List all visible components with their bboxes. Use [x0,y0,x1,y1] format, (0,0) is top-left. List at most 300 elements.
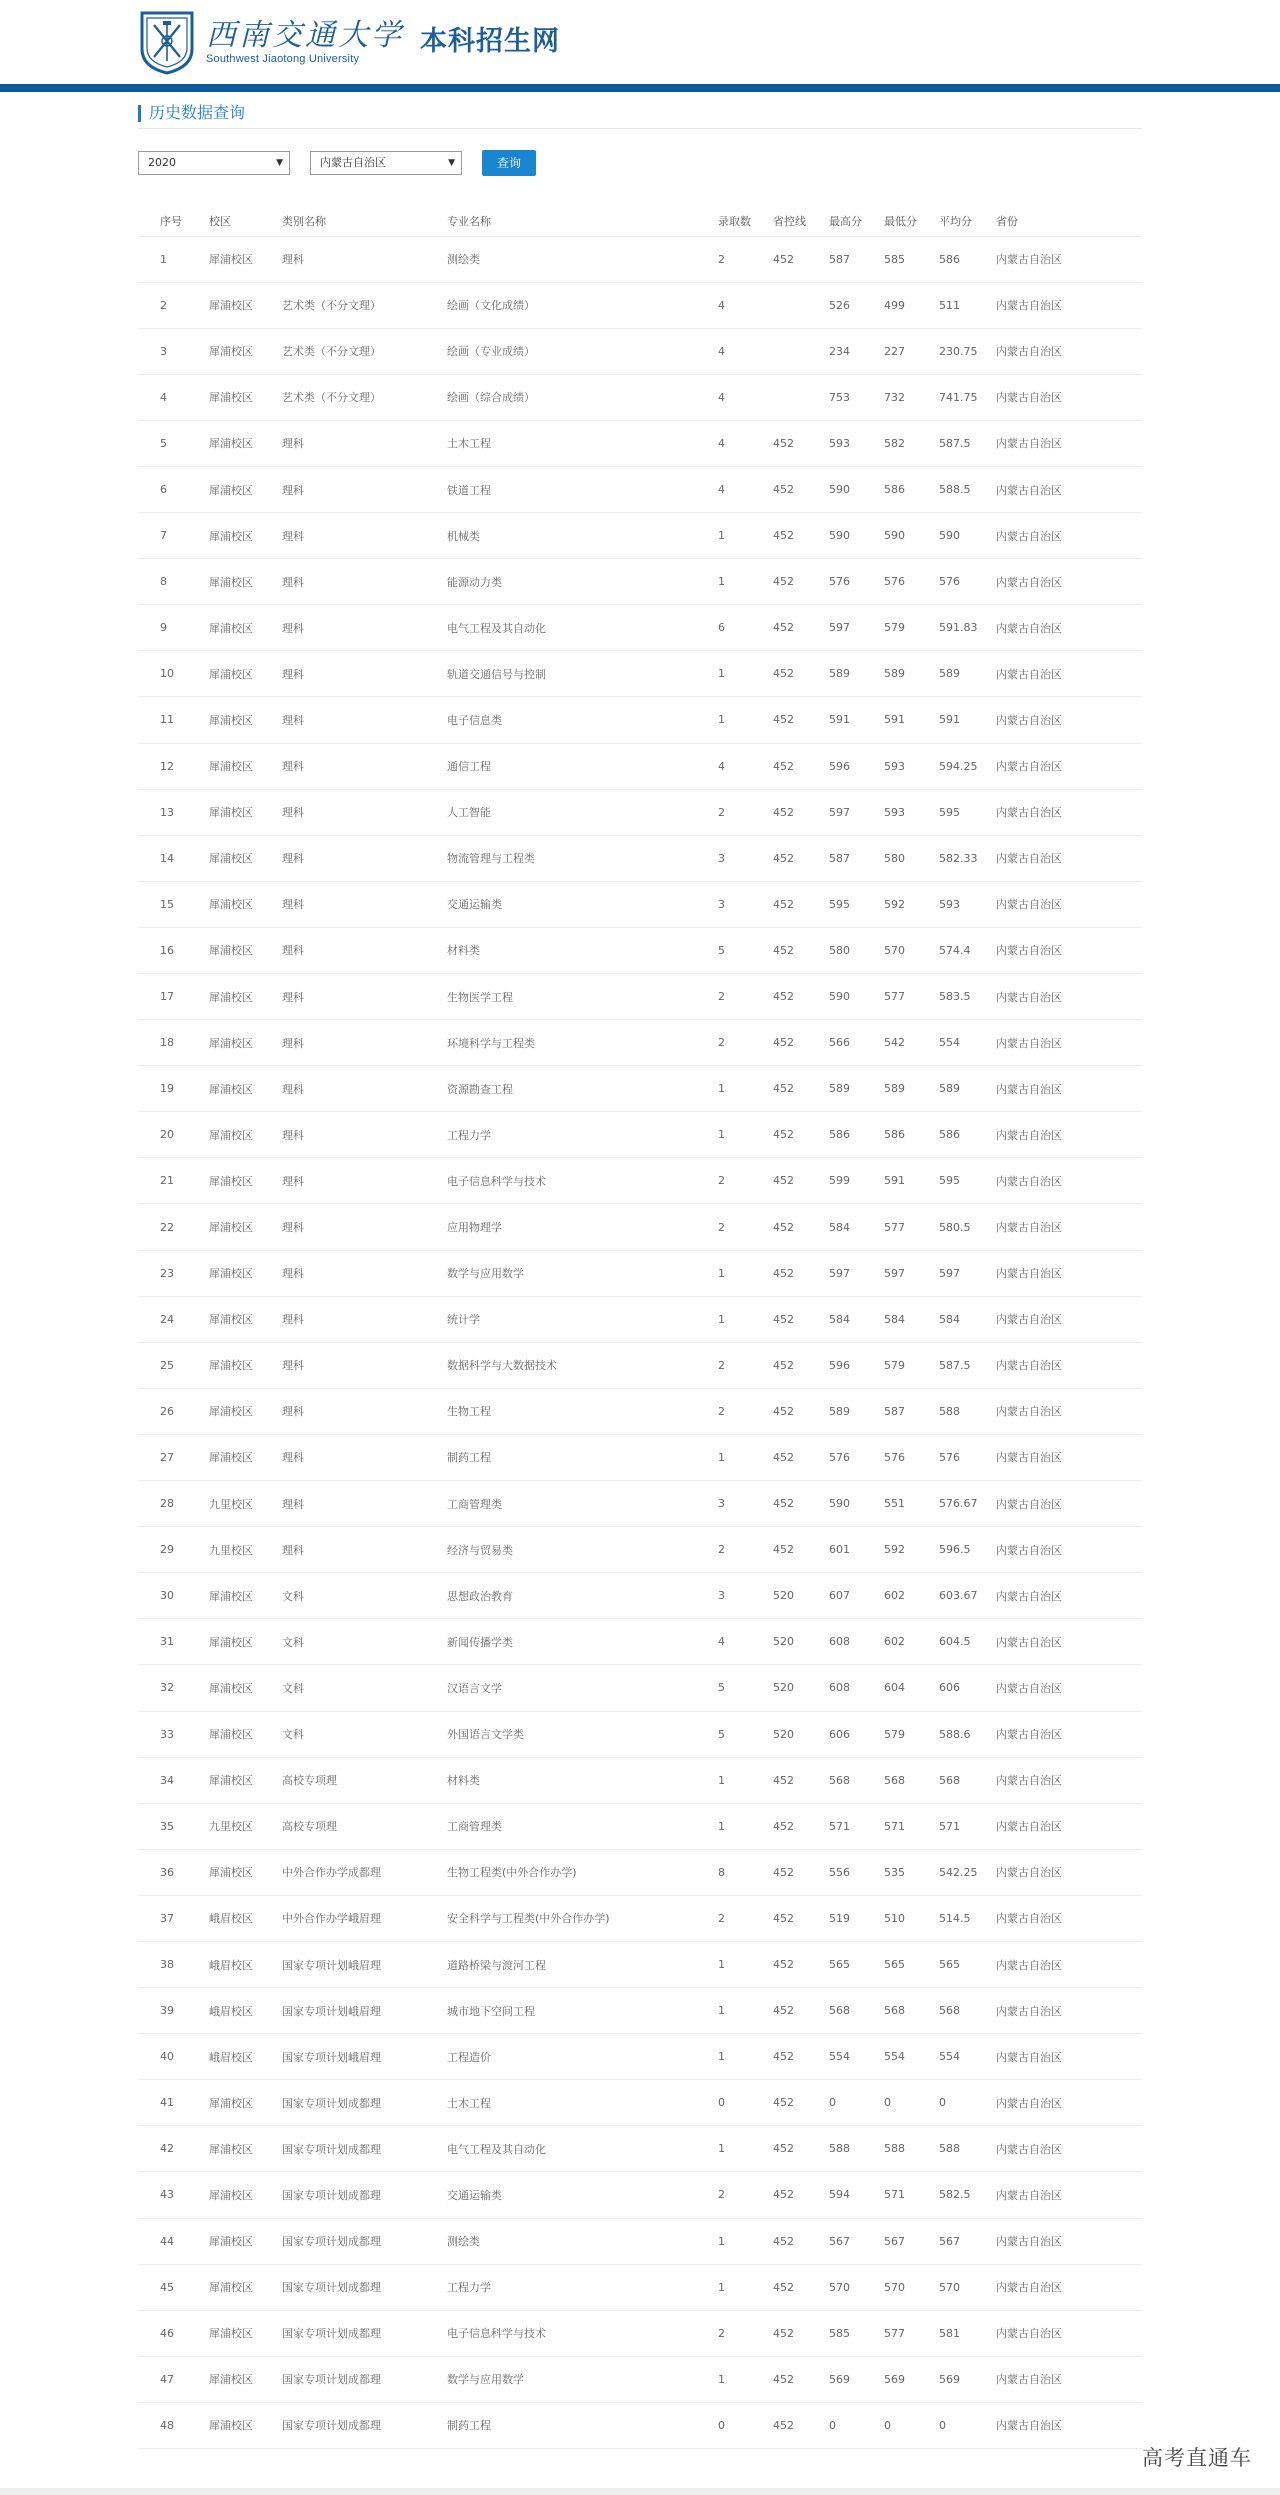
cell-admitted: 3 [718,881,773,927]
column-header-max-score: 最高分 [829,206,884,236]
cell-seq: 8 [138,559,209,605]
cell-major: 外国语言文学类 [447,1711,718,1757]
cell-avg-score: 567 [939,2218,996,2264]
cell-seq: 26 [138,1388,209,1434]
cell-seq: 5 [138,420,209,466]
column-header-major: 专业名称 [447,206,718,236]
cell-category: 文科 [282,1711,447,1757]
cell-seq: 13 [138,789,209,835]
cell-province: 内蒙古自治区 [996,1481,1142,1527]
cell-min-score: 579 [884,605,939,651]
cell-category: 国家专项计划峨眉理 [282,1941,447,1987]
cell-avg-score: 581 [939,2310,996,2356]
cell-max-score: 519 [829,1895,884,1941]
cell-category: 理科 [282,927,447,973]
cell-province: 内蒙古自治区 [996,466,1142,512]
cell-max-score: 597 [829,605,884,651]
cell-max-score: 589 [829,1388,884,1434]
table-row [138,282,1142,328]
cell-max-score: 568 [829,1988,884,2034]
cell-avg-score: 511 [939,282,996,328]
cell-category: 中外合作办学峨眉理 [282,1895,447,1941]
cell-province: 内蒙古自治区 [996,1711,1142,1757]
cell-province: 内蒙古自治区 [996,2264,1142,2310]
cell-max-score: 571 [829,1803,884,1849]
cell-min-score: 571 [884,2172,939,2218]
table-row [138,605,1142,651]
cell-min-score: 584 [884,1296,939,1342]
table-row [138,2402,1142,2448]
cell-max-score: 594 [829,2172,884,2218]
cell-major: 电气工程及其自动化 [447,605,718,651]
cell-avg-score: 0 [939,2080,996,2126]
cell-campus: 犀浦校区 [209,743,282,789]
cell-campus: 九里校区 [209,1481,282,1527]
cell-avg-score: 574.4 [939,927,996,973]
cell-admitted: 1 [718,1434,773,1480]
cell-major: 数学与应用数学 [447,2356,718,2402]
cell-admitted: 1 [718,2126,773,2172]
cell-province: 内蒙古自治区 [996,236,1142,282]
cell-control-line: 452 [773,835,829,881]
cell-seq: 20 [138,1112,209,1158]
cell-max-score: 554 [829,2034,884,2080]
cell-major: 数学与应用数学 [447,1250,718,1296]
cell-max-score: 567 [829,2218,884,2264]
table-row [138,1757,1142,1803]
table-body [138,236,1142,2449]
cell-max-score: 234 [829,328,884,374]
cell-min-score: 576 [884,1434,939,1480]
cell-category: 理科 [282,1158,447,1204]
cell-max-score: 0 [829,2402,884,2448]
cell-seq: 38 [138,1941,209,1987]
cell-major: 城市地下空间工程 [447,1988,718,2034]
page-footer-bar [0,2488,1280,2495]
cell-campus: 犀浦校区 [209,651,282,697]
cell-control-line: 452 [773,697,829,743]
cell-seq: 35 [138,1803,209,1849]
cell-seq: 32 [138,1665,209,1711]
cell-admitted: 3 [718,1573,773,1619]
cell-admitted: 1 [718,513,773,559]
cell-seq: 10 [138,651,209,697]
cell-control-line: 452 [773,420,829,466]
cell-category: 理科 [282,605,447,651]
cell-control-line: 520 [773,1711,829,1757]
table-row [138,1158,1142,1204]
cell-avg-score: 588 [939,2126,996,2172]
cell-campus: 犀浦校区 [209,835,282,881]
cell-admitted: 1 [718,2218,773,2264]
cell-max-score: 589 [829,651,884,697]
cell-avg-score: 591 [939,697,996,743]
cell-campus: 犀浦校区 [209,1619,282,1665]
cell-min-score: 586 [884,466,939,512]
table-row [138,1941,1142,1987]
cell-major: 工程造价 [447,2034,718,2080]
table-row [138,1665,1142,1711]
cell-min-score: 571 [884,1803,939,1849]
cell-min-score: 579 [884,1342,939,1388]
site-name: 本科招生网 [420,26,560,57]
cell-province: 内蒙古自治区 [996,2080,1142,2126]
cell-avg-score: 554 [939,2034,996,2080]
table-header-row [138,206,1142,236]
cell-min-score: 589 [884,1066,939,1112]
cell-seq: 42 [138,2126,209,2172]
cell-avg-score: 589 [939,651,996,697]
cell-category: 理科 [282,420,447,466]
cell-control-line: 452 [773,1204,829,1250]
column-header-admitted: 录取数 [718,206,773,236]
cell-control-line: 452 [773,1434,829,1480]
table-row [138,1988,1142,2034]
cell-major: 电子信息类 [447,697,718,743]
cell-control-line: 452 [773,1757,829,1803]
cell-campus: 犀浦校区 [209,282,282,328]
cell-major: 生物工程类(中外合作办学) [447,1849,718,1895]
cell-control-line: 520 [773,1619,829,1665]
cell-max-score: 587 [829,835,884,881]
cell-campus: 犀浦校区 [209,697,282,743]
cell-major: 物流管理与工程类 [447,835,718,881]
cell-category: 理科 [282,236,447,282]
cell-admitted: 4 [718,420,773,466]
cell-seq: 2 [138,282,209,328]
cell-max-score: 566 [829,1020,884,1066]
cell-province: 内蒙古自治区 [996,1849,1142,1895]
cell-admitted: 4 [718,466,773,512]
cell-category: 中外合作办学成都理 [282,1849,447,1895]
cell-min-score: 597 [884,1250,939,1296]
cell-category: 理科 [282,1112,447,1158]
cell-control-line: 452 [773,1941,829,1987]
cell-campus: 九里校区 [209,1527,282,1573]
cell-major: 通信工程 [447,743,718,789]
cell-campus: 犀浦校区 [209,513,282,559]
cell-max-score: 595 [829,881,884,927]
cell-category: 理科 [282,559,447,605]
cell-control-line: 520 [773,1573,829,1619]
cell-control-line: 452 [773,2402,829,2448]
cell-category: 高校专项理 [282,1757,447,1803]
table-row [138,559,1142,605]
cell-max-score: 589 [829,1066,884,1112]
cell-campus: 犀浦校区 [209,2126,282,2172]
cell-category: 理科 [282,466,447,512]
watermark-text: 高考直通车 [1142,2446,1252,2470]
cell-campus: 犀浦校区 [209,1158,282,1204]
cell-max-score: 590 [829,466,884,512]
cell-category: 国家专项计划成都理 [282,2402,447,2448]
cell-min-score: 576 [884,559,939,605]
cell-seq: 41 [138,2080,209,2126]
cell-province: 内蒙古自治区 [996,927,1142,973]
cell-category: 艺术类（不分文理） [282,328,447,374]
cell-admitted: 5 [718,927,773,973]
table-row [138,2310,1142,2356]
cell-major: 测绘类 [447,2218,718,2264]
cell-major: 交通运输类 [447,2172,718,2218]
cell-avg-score: 588.5 [939,466,996,512]
cell-major: 电子信息科学与技术 [447,1158,718,1204]
cell-category: 国家专项计划成都理 [282,2310,447,2356]
cell-campus: 峨眉校区 [209,2034,282,2080]
table-row [138,927,1142,973]
cell-max-score: 568 [829,1757,884,1803]
table-row [138,1803,1142,1849]
cell-avg-score: 571 [939,1803,996,1849]
cell-admitted: 2 [718,1895,773,1941]
cell-control-line: 452 [773,1527,829,1573]
cell-category: 国家专项计划峨眉理 [282,2034,447,2080]
cell-max-score: 606 [829,1711,884,1757]
cell-max-score: 569 [829,2356,884,2402]
table-row [138,1204,1142,1250]
cell-province: 内蒙古自治区 [996,835,1142,881]
table-row [138,236,1142,282]
cell-province: 内蒙古自治区 [996,1803,1142,1849]
table-row [138,1066,1142,1112]
cell-province: 内蒙古自治区 [996,743,1142,789]
cell-admitted: 1 [718,697,773,743]
cell-campus: 犀浦校区 [209,2080,282,2126]
cell-max-score: 599 [829,1158,884,1204]
cell-avg-score: 594.25 [939,743,996,789]
cell-province: 内蒙古自治区 [996,559,1142,605]
cell-admitted: 1 [718,1066,773,1112]
cell-control-line: 452 [773,466,829,512]
cell-campus: 犀浦校区 [209,1112,282,1158]
cell-seq: 14 [138,835,209,881]
cell-max-score: 601 [829,1527,884,1573]
cell-seq: 30 [138,1573,209,1619]
cell-avg-score: 595 [939,1158,996,1204]
cell-category: 高校专项理 [282,1803,447,1849]
cell-control-line: 452 [773,2310,829,2356]
cell-control-line: 452 [773,651,829,697]
cell-max-score: 591 [829,697,884,743]
cell-seq: 27 [138,1434,209,1480]
cell-max-score: 584 [829,1204,884,1250]
cell-major: 测绘类 [447,236,718,282]
cell-min-score: 604 [884,1665,939,1711]
cell-max-score: 587 [829,236,884,282]
cell-seq: 23 [138,1250,209,1296]
site-header [0,0,1280,92]
cell-major: 机械类 [447,513,718,559]
cell-min-score: 580 [884,835,939,881]
cell-avg-score: 588.6 [939,1711,996,1757]
cell-category: 理科 [282,1434,447,1480]
table-row [138,789,1142,835]
cell-control-line: 452 [773,1481,829,1527]
cell-major: 绘画（综合成绩） [447,374,718,420]
cell-major: 人工智能 [447,789,718,835]
table-header [138,206,1142,236]
table-row [138,2218,1142,2264]
cell-seq: 4 [138,374,209,420]
cell-control-line: 452 [773,1066,829,1112]
cell-seq: 39 [138,1988,209,2034]
cell-campus: 犀浦校区 [209,374,282,420]
cell-seq: 44 [138,2218,209,2264]
cell-avg-score: 603.67 [939,1573,996,1619]
cell-admitted: 1 [718,1941,773,1987]
cell-province: 内蒙古自治区 [996,2034,1142,2080]
cell-control-line: 452 [773,1988,829,2034]
table-row [138,2264,1142,2310]
query-button[interactable]: 查询 [482,150,536,176]
cell-category: 理科 [282,881,447,927]
cell-category: 国家专项计划成都理 [282,2356,447,2402]
cell-category: 理科 [282,1342,447,1388]
cell-campus: 九里校区 [209,1803,282,1849]
cell-control-line: 452 [773,1342,829,1388]
cell-control-line: 452 [773,1388,829,1434]
cell-avg-score: 586 [939,236,996,282]
cell-seq: 1 [138,236,209,282]
cell-admitted: 0 [718,2402,773,2448]
cell-control-line: 452 [773,1158,829,1204]
cell-admitted: 2 [718,1527,773,1573]
cell-max-score: 580 [829,927,884,973]
cell-max-score: 584 [829,1296,884,1342]
cell-control-line: 452 [773,743,829,789]
cell-min-score: 569 [884,2356,939,2402]
cell-province: 内蒙古自治区 [996,1527,1142,1573]
cell-seq: 16 [138,927,209,973]
cell-min-score: 542 [884,1020,939,1066]
cell-admitted: 6 [718,605,773,651]
cell-province: 内蒙古自治区 [996,1895,1142,1941]
cell-avg-score: 595 [939,789,996,835]
cell-admitted: 1 [718,1112,773,1158]
cell-category: 理科 [282,789,447,835]
cell-min-score: 587 [884,1388,939,1434]
cell-category: 理科 [282,1527,447,1573]
cell-max-score: 0 [829,2080,884,2126]
cell-campus: 犀浦校区 [209,605,282,651]
table-row [138,1296,1142,1342]
cell-control-line: 452 [773,2264,829,2310]
cell-admitted: 2 [718,789,773,835]
cell-avg-score: 230.75 [939,328,996,374]
cell-province: 内蒙古自治区 [996,2356,1142,2402]
cell-admitted: 5 [718,1711,773,1757]
cell-min-score: 592 [884,1527,939,1573]
cell-campus: 犀浦校区 [209,1020,282,1066]
cell-control-line: 452 [773,2172,829,2218]
cell-max-score: 607 [829,1573,884,1619]
cell-min-score: 579 [884,1711,939,1757]
cell-min-score: 499 [884,282,939,328]
cell-campus: 犀浦校区 [209,559,282,605]
cell-seq: 34 [138,1757,209,1803]
cell-category: 国家专项计划成都理 [282,2126,447,2172]
cell-major: 工商管理类 [447,1803,718,1849]
table-row [138,651,1142,697]
cell-min-score: 586 [884,1112,939,1158]
cell-min-score: 577 [884,1204,939,1250]
university-logo-link[interactable] [138,8,560,76]
province-select[interactable] [310,151,462,175]
filter-bar [138,150,536,176]
cell-major: 轨道交通信号与控制 [447,651,718,697]
cell-seq: 15 [138,881,209,927]
table-row [138,1434,1142,1480]
cell-max-score: 565 [829,1941,884,1987]
cell-admitted: 2 [718,2172,773,2218]
cell-seq: 45 [138,2264,209,2310]
cell-max-score: 753 [829,374,884,420]
cell-avg-score: 604.5 [939,1619,996,1665]
cell-seq: 9 [138,605,209,651]
cell-province: 内蒙古自治区 [996,697,1142,743]
cell-province: 内蒙古自治区 [996,651,1142,697]
year-select[interactable] [138,151,290,175]
cell-min-score: 0 [884,2402,939,2448]
cell-avg-score: 542.25 [939,1849,996,1895]
cell-seq: 3 [138,328,209,374]
table-row [138,513,1142,559]
cell-seq: 24 [138,1296,209,1342]
cell-campus: 犀浦校区 [209,881,282,927]
year-select-value: 2020 [148,156,176,169]
cell-campus: 犀浦校区 [209,2356,282,2402]
table-row [138,1619,1142,1665]
cell-category: 文科 [282,1573,447,1619]
column-header-province: 省份 [996,206,1142,236]
cell-admitted: 4 [718,743,773,789]
cell-category: 国家专项计划峨眉理 [282,1988,447,2034]
cell-admitted: 4 [718,282,773,328]
cell-admitted: 1 [718,1757,773,1803]
table-row [138,420,1142,466]
cell-province: 内蒙古自治区 [996,1066,1142,1112]
cell-seq: 12 [138,743,209,789]
cell-control-line: 452 [773,2034,829,2080]
cell-min-score: 565 [884,1941,939,1987]
cell-campus: 犀浦校区 [209,2218,282,2264]
table-row [138,974,1142,1020]
cell-province: 内蒙古自治区 [996,328,1142,374]
cell-province: 内蒙古自治区 [996,1020,1142,1066]
column-header-seq: 序号 [138,206,209,236]
cell-seq: 7 [138,513,209,559]
cell-campus: 犀浦校区 [209,1849,282,1895]
cell-admitted: 1 [718,1296,773,1342]
cell-major: 经济与贸易类 [447,1527,718,1573]
cell-category: 国家专项计划成都理 [282,2218,447,2264]
cell-min-score: 570 [884,2264,939,2310]
cell-admitted: 0 [718,2080,773,2126]
cell-province: 内蒙古自治区 [996,1941,1142,1987]
cell-campus: 犀浦校区 [209,1573,282,1619]
cell-min-score: 227 [884,328,939,374]
cell-seq: 37 [138,1895,209,1941]
table-row [138,1250,1142,1296]
cell-avg-score: 514.5 [939,1895,996,1941]
cell-major: 能源动力类 [447,559,718,605]
cell-category: 理科 [282,1066,447,1112]
cell-province: 内蒙古自治区 [996,1573,1142,1619]
cell-province: 内蒙古自治区 [996,789,1142,835]
cell-campus: 犀浦校区 [209,1434,282,1480]
cell-admitted: 2 [718,1342,773,1388]
cell-control-line: 452 [773,1895,829,1941]
